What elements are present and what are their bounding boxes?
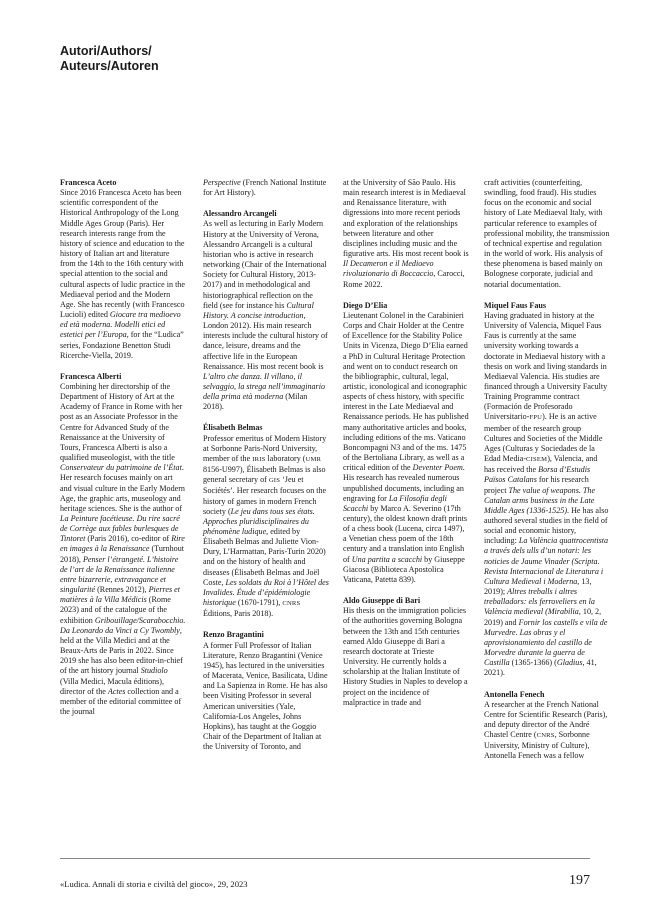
author-name: Diego D’Elia xyxy=(343,300,388,310)
bio-text: , Sorbonne University, Ministry of Culture), Antonella Fenech was a fellow xyxy=(484,730,590,761)
bio-text: A former Full Professor of Italian Literature, Renzo Bragantini (Venice 1945), has lectured in the universities of Macerata, Venice, Basilicata, Udine and La Sapienza in Rome. He has also been Visiting Professor in several American universities (Yale, California-Los Angeles, Johns Hopkins), has taught at the Goggio Chair of the Department of Italian at the University of Toronto, and xyxy=(203,640,328,752)
bio-italic-text: L’altro che danza. Il villano, il selvaggio, la strega nell’immaginario della prima età moderna xyxy=(203,371,325,402)
author-name: Antonella Fenech xyxy=(484,689,545,699)
header-line-2: Auteurs/Autoren xyxy=(60,59,159,73)
bio-text: (Villa Medici, Macula éditions), director of the xyxy=(60,676,165,696)
bio-text: (Rennes 2012), xyxy=(95,585,149,595)
bio-italic-text: La Peinture facétieuse. Du rire sacré de Corrège aux fables burlesques de Tintoret xyxy=(60,514,180,544)
bio-text: Combining her directorship of the Department of History of Art at the Academy of France in Rome with her post as an Associate Professor in the Centre for Advanced Study of the Renaissance at the University of Tours, Francesca Alberti is also a qualified museologist, with the title xyxy=(60,381,183,463)
bio-italic-text: Pierres et matières à la Villa Médicis xyxy=(60,585,180,605)
author-bio xyxy=(203,219,329,412)
bio-italic-text: La València quattrocentista a través dels ulls d’un notari: les noticies de Jaume Vinader (Scripta. Revista Internacional de Literatura i Cultura Medieval i Moderna xyxy=(484,536,609,586)
bio-italic-text: Gribouillage/Scarabocchio. Da Leonardo da Vinci a Cy Twombly xyxy=(60,615,186,635)
author-name: Renzo Bragantini xyxy=(203,630,264,640)
text-column-2 xyxy=(203,178,329,763)
bio-text: by Marco A. Severino (17th century), the oldest known draft prints of a chess book (Lucena, circa 1497), a Venetian chess poem of the 18th century and a translation into English of xyxy=(343,503,468,564)
text-column-1 xyxy=(60,178,186,728)
bio-italic-text: Rire en images à la Renaissance xyxy=(60,534,185,554)
bio-italic-text: The value of weapons. The Catalan arms business in the Late Middle Ages (1336-1525) xyxy=(484,485,596,515)
bio-italic-text: Les soldats du Roi à l’Hôtel des Invalides. Étude d’épidémiologie historique xyxy=(203,577,329,608)
author-name: Miquel Faus Faus xyxy=(484,300,547,310)
bio-italic-text: Una partita a scacchi xyxy=(351,554,423,564)
bio-text: Having graduated in history at the University of Valencia, Miquel Faus Faus is currently at the same university working towards a doctorate in Mediaeval history with a thesis on work and living standards in Mediaeval Valencia. His studies are financed through a University Faculty Training Programme contract (Formación de Profesorado Universitario- xyxy=(484,310,608,422)
bio-text: CNRS xyxy=(282,600,301,608)
bio-text: Éditions, Paris 2018). xyxy=(203,609,274,619)
bio-text: , edited by Élisabeth Belmas and Juliette Vion-Dury, L’Harmattan, Paris-Turin 2020) and on the history of health and diseases (Élisabeth Belmas and Joël Coste, xyxy=(203,527,326,587)
bio-text: , London 2012). His main research interests include the cultural history of dance, leisure, dreams and the affective life in the European Renaissance. His most recent book is xyxy=(203,310,328,371)
author-name: Francesca Alberti xyxy=(60,371,122,381)
author-entry-continued xyxy=(484,178,610,290)
bio-italic-text: Le jeu dans tous ses états. Approches pluridisciplinaires du phénomène ludique xyxy=(203,506,315,536)
section-header xyxy=(60,44,159,74)
author-bio xyxy=(60,188,186,361)
bio-italic-text: Perspective xyxy=(203,178,241,187)
bio-italic-text: Studiolo xyxy=(140,666,168,676)
bio-text: (1670-1791), xyxy=(235,598,283,608)
bio-text: , 13, 2019); xyxy=(484,576,592,597)
author-name: Aldo Giuseppe di Bari xyxy=(343,596,421,606)
bio-text: Lieutenant Colonel in the Carabinieri Corps and Chair Holder at the Centre of Excellence for the Stability Police Units in Vicenza, Diego D’Elia earned a PhD in Cultural Heritage Protection and went on to conduct research on the bibliographic, cultural, legal, artistic, iconological and iconographic aspects of chess history, with specific interest in the Late Mediaeval and Renaissance periods. He has published many authoritative articles and books, including editions of the ms. Vaticano Boncompagni N3 and of the ms. 1475 of the Bertoliana Library, as well as a critical edition of the xyxy=(343,310,469,473)
author-bio xyxy=(203,178,329,198)
bio-text: CNRS xyxy=(536,732,555,740)
text-column-3 xyxy=(343,178,469,719)
author-bio xyxy=(343,606,469,708)
bio-text: 8156-U997), Élisabeth Belmas is also general secretary of xyxy=(203,465,326,485)
author-bio xyxy=(203,434,329,620)
bio-italic-text: Fornir los castells e vila de Murvedre. Las obras y el aprovisionamiento del castillo de Morvedre durante la guerra de Castilla xyxy=(484,617,608,668)
bio-text: . Her research focuses mainly on art and visual culture in the Early Modern Age, the graphic arts, museology and heritage sciences. She is the author of xyxy=(60,463,185,513)
author-bio xyxy=(343,311,469,585)
bio-text: for his research project xyxy=(484,475,589,495)
bio-text: . He has also authored several studies in the field of social and economic history, including: xyxy=(484,505,609,546)
bio-text: His thesis on the immigration policies of the authorities governing Bologna between the 13th and 15th centuries earned Aldo Giuseppe di Bari a research doctorate at Trieste University. He currently holds a scholarship at the Italian Institute of History Studies in Naples to develop a project on the incidence of malpractice in trade and xyxy=(343,606,468,707)
bio-italic-text: Cultural History. A concise introduction xyxy=(203,300,314,320)
author-entry xyxy=(203,630,329,752)
bio-text: . His research has revealed numerous unpublished documents, including an engraving for xyxy=(343,463,465,503)
bio-text: , Carocci, Rome 2022. xyxy=(343,269,465,289)
bio-text: (Turnhout 2018), xyxy=(60,544,185,564)
author-bio xyxy=(343,178,469,290)
bio-text: , 10, 2, 2019) and xyxy=(484,607,602,627)
bio-text: (Paris 2016), co-editor of xyxy=(85,534,172,544)
bio-italic-text: Conservateur du patrimoine de l’État xyxy=(60,463,182,473)
bio-italic-text: La Filosofia degli Scacchi xyxy=(343,493,447,513)
author-bio xyxy=(484,178,610,290)
bio-text: ). He is an active member of the research group Cultures and Societies of the Middle Ages (Culturas y Sociedades de la Edad Media- xyxy=(484,412,603,464)
bio-text: A researcher at the French National Centre for Scientific Research (Paris), and deputy director of the André Chastel Centre ( xyxy=(484,699,608,740)
bio-text: GIS xyxy=(268,477,281,485)
author-entry xyxy=(60,372,186,717)
bio-italic-text: Gladius xyxy=(556,658,583,668)
header-line-1: Autori/Authors/ xyxy=(60,44,152,58)
bio-text: by Giuseppe Giacosa (Biblioteca Apostolica Vaticana, Patetta 839). xyxy=(343,554,465,584)
author-bio xyxy=(60,382,186,717)
author-name: Francesca Aceto xyxy=(60,178,117,187)
bio-text: (French National Institute for Art History). xyxy=(203,178,327,198)
author-bio xyxy=(484,700,610,762)
author-bio xyxy=(484,311,610,679)
footer-rule xyxy=(60,858,590,859)
author-entry xyxy=(343,596,469,708)
bio-text: IRIS xyxy=(252,455,266,463)
bio-text: (1365-1366) ( xyxy=(509,658,557,668)
bio-text: Since 2016 Francesca Aceto has been scientific correspondent of the Historical Anthropology of the Long Middle Ages Group (Paris). Her research interests range from the history of science and education to the history of Italian art and literature from the 14th to the 16th century with special attention to the social and cultural aspects of ludic practice in the Mediaeval period and the Modern Age. She has recently (with Francesco Lucioli) edited xyxy=(60,188,185,320)
bio-text: at the University of São Paulo. His main research interest is in Mediaeval and Renaissance literature, with digressions into more recent periods and exploration of the relationships between literature and other disciplines including music and the figurative arts. His most recent book is xyxy=(343,178,469,259)
bio-text: (Milan 2018). xyxy=(203,392,308,412)
bio-text: craft activities (counterfeiting, swindling, food fraud). His studies focus on the economic and social history of Late Mediaeval Italy, with particular reference to examples of professional mobility, the transmission of technical expertise and regulation in the world of work. His analysis of these phenomena is based mainly on Bolognese corporate, judicial and notarial documentation. xyxy=(484,178,610,289)
bio-italic-text: Deventer Poem xyxy=(412,463,463,473)
journal-citation: «Ludica. Annali di storia e civiltà del gioco», 29, 2023 xyxy=(60,879,248,889)
bio-italic-text: Giocare tra medioevo ed età moderna. Modelli etici ed estetici per l’Europa xyxy=(60,310,181,340)
author-entry xyxy=(203,423,329,619)
bio-italic-text: Actes xyxy=(107,686,126,696)
author-entry xyxy=(343,301,469,585)
bio-text: , for the “Ludica” series, Fondazione Benetton Studi Ricerche-Viella, 2019. xyxy=(60,330,184,360)
text-column-4 xyxy=(484,178,610,773)
bio-text: FPU xyxy=(529,414,543,422)
bio-italic-text: Penser l’étrangeté. L’histoire de l’art de la Renaissance italienne entre bizarrerie, extravagance et singularité xyxy=(60,554,179,595)
bio-text: Professor emeritus of Modern History at Sorbonne Paris-Nord University, member of the xyxy=(203,433,327,463)
bio-text: CISEM xyxy=(526,456,548,464)
bio-text: laboratory ( xyxy=(265,453,306,463)
bio-italic-text: Il Decameron e il Medioevo rivoluzionario di Boccaccio xyxy=(343,259,434,279)
page-number: 197 xyxy=(569,873,590,888)
bio-text: , held at the Villa Medici and at the Beaux-Arts de Paris in 2022. Since 2019 she has also been editor-in-chief of the art history journal xyxy=(60,625,183,676)
author-entry xyxy=(60,178,186,361)
bio-text: ‘Jeu et Sociétés’. Her research focuses on the history of games in modern French society ( xyxy=(203,475,327,516)
author-name: Alessandro Arcangeli xyxy=(203,209,277,219)
bio-text: UMR xyxy=(305,455,322,463)
author-entry xyxy=(484,690,610,762)
author-entry-continued xyxy=(343,178,469,290)
bio-italic-text: Borsa d’Estudis Països Catalans xyxy=(484,465,591,485)
author-entry-continued xyxy=(203,178,329,198)
bio-text: , 41, 2021). xyxy=(484,658,597,678)
author-bio xyxy=(203,641,329,753)
bio-text: ), Valencia, and has received the xyxy=(484,454,598,475)
bio-text: collection and a member of the editorial committee of the journal xyxy=(60,686,182,716)
bio-text: As well as lecturing in Early Modern History at the University of Verona, Alessandro Arcangeli is a cultural historian who is active in research networking (Chair of the International Society for Cultural History, 2013-2017) and in methodological and historiographical reflection on the field (see for instance his xyxy=(203,219,327,310)
author-entry xyxy=(484,301,610,679)
bio-italic-text: Altres treballs i altres treballadors: els ferroveliers en la València medieval (Mirabilia xyxy=(484,587,595,617)
author-entry xyxy=(203,209,329,412)
bio-text: (Rome 2023) and of the catalogue of the exhibition xyxy=(60,595,171,625)
author-name: Élisabeth Belmas xyxy=(203,423,263,433)
